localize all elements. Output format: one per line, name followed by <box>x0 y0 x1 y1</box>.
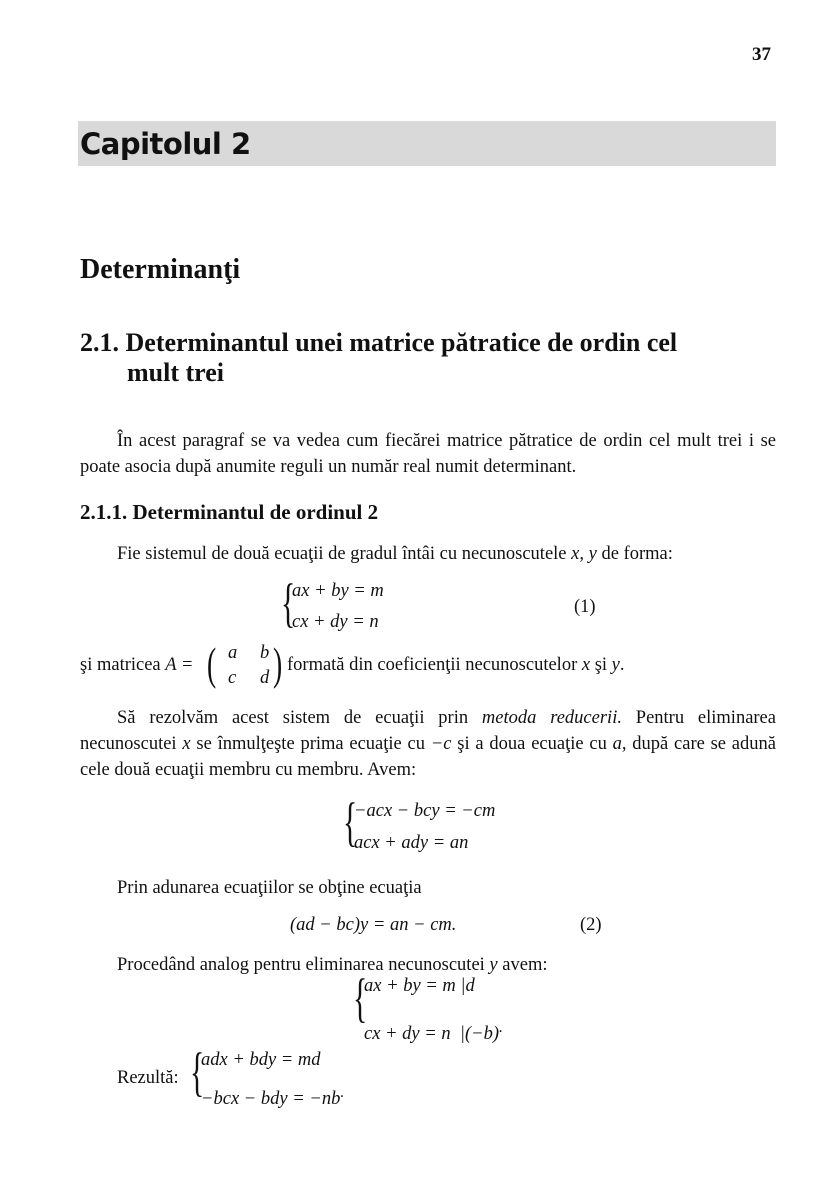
reduction-paragraph: Să rezolvăm acest sistem de ecuaţii prin metoda reducerii. Pentru eliminarea necunoscutei x se înmulţeşte prima ecuaţie cu −c şi a doua ecuaţie cu a, după care se adună cele două ecuaţii membru cu membru. Avem: <box>80 708 776 780</box>
system2-eq1: −acx − bcy = −cm <box>354 801 496 821</box>
section-number: 2.1. <box>80 328 119 357</box>
section-heading <box>80 328 677 358</box>
intro-paragraph: În acest paragraf se va vedea cum fiecărei matrice pătratice de ordin cel mult trei i se poate asocia după anumite reguli un număr real numit determinant. <box>80 431 776 477</box>
result-label: Rezultă: <box>117 1068 179 1088</box>
result-eq2: −bcx − bdy = −nb. <box>201 1084 345 1110</box>
matrix-a: a <box>228 643 238 663</box>
section-title-line2: mult trei <box>127 358 224 387</box>
system3-eq2: cx + dy = n |(−b). <box>364 1019 503 1045</box>
chapter-title: Capitolul 2 <box>80 127 251 161</box>
system3-eq1: ax + by = m |d <box>364 976 475 996</box>
paren-left: ( <box>207 638 217 689</box>
brace-icon: { <box>190 1042 205 1102</box>
subsection-heading: 2.1.1. Determinantul de ordinul 2 <box>80 500 379 524</box>
paragraph-system-intro: Fie sistemul de două ecuaţii de gradul întâi cu necunoscutele x, y de forma: <box>117 544 673 564</box>
page-number: 37 <box>752 44 771 65</box>
equation-label-1: (1) <box>574 597 596 617</box>
system1-eq2: cx + dy = n <box>292 612 379 632</box>
section-title-line1: Determinantul unei matrice pătratice de ordin cel <box>125 328 678 357</box>
matrix-b: b <box>260 643 270 663</box>
brace-icon: { <box>343 792 358 852</box>
result-eq1: adx + bdy = md <box>201 1050 321 1070</box>
matrix-c: c <box>228 668 237 688</box>
brace-icon: { <box>353 968 368 1028</box>
equation-2: (ad − bc)y = an − cm. <box>290 915 457 935</box>
matrix-line-start: şi matricea A = <box>80 655 194 675</box>
paragraph-addition: Prin adunarea ecuaţiilor se obţine ecuaţia <box>117 878 422 898</box>
equation-label-2: (2) <box>580 915 602 935</box>
matrix-line-end: formată din coeficienţii necunoscutelor x şi y. <box>287 655 625 675</box>
system1-eq1: ax + by = m <box>292 581 384 601</box>
system2-eq2: acx + ady = an <box>354 833 469 853</box>
matrix-d: d <box>260 668 270 688</box>
brace-icon: { <box>281 573 296 633</box>
paren-right: ) <box>273 638 283 689</box>
page-title: Determinanţi <box>80 254 241 285</box>
paragraph-analog: Procedând analog pentru eliminarea necunoscutei y avem: <box>117 955 548 975</box>
